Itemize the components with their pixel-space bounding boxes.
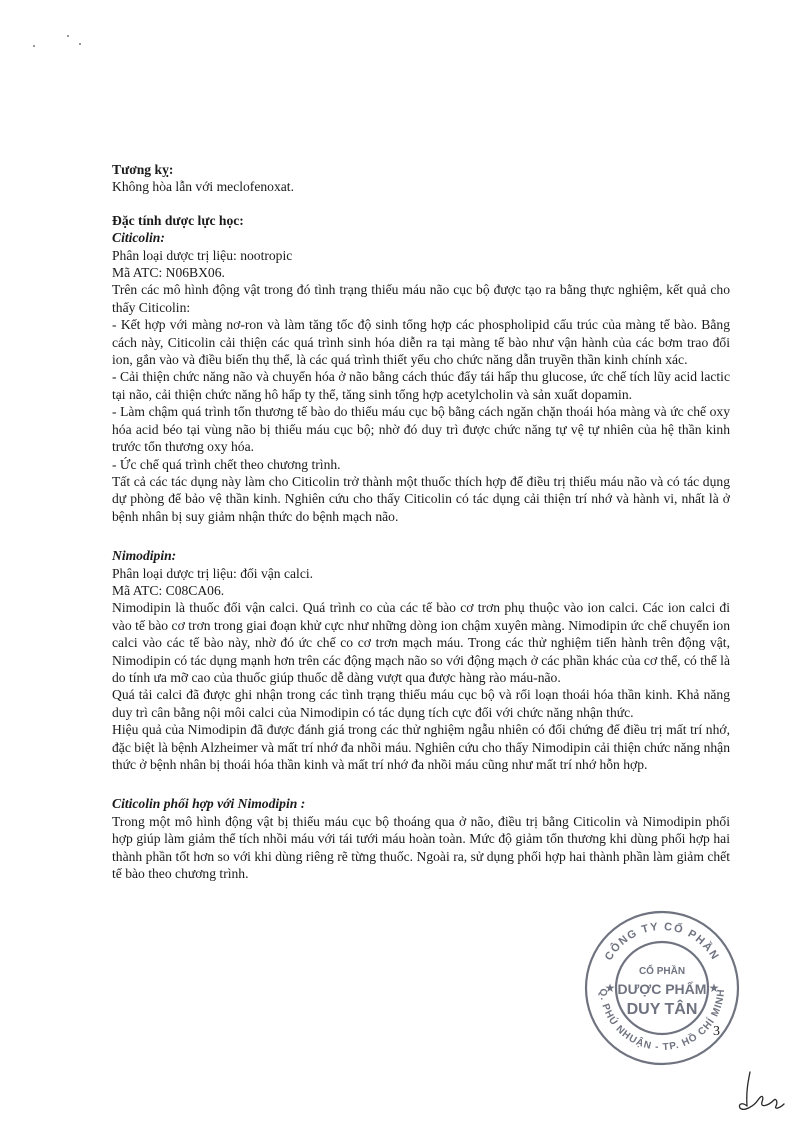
nimodipin-paragraph: Hiệu quả của Nimodipin đã được đánh giá trong các thử nghiệm ngẫu nhiên có đối chứng để điều trị mất trí nhớ, đặc biệt là bệnh Alzheimer và mất trí nhớ đa nhồi máu. Nghiên cứu cho thấy Nimodipin cải thiện chức năng nhận thức ở bệnh nhân bị thoái hóa thần kinh và mất trí nhớ đa nhồi máu cũng như mất trí nhớ hỗn hợp. [112, 722, 730, 772]
stamp-center-line2: DƯỢC PHẨM [617, 981, 707, 997]
nimodipin-paragraph: Quá tải calci đã được ghi nhận trong các tình trạng thiếu máu cục bộ và rối loạn thoái hóa thần kinh. Khả năng duy trì cân bằng nội môi calci của Nimodipin có tác dụng tích cực đối với chức năng nhận thức. [112, 687, 730, 720]
nimodipin-paragraph: Nimodipin là thuốc đối vận calci. Quá trình co của các tế bào cơ trơn phụ thuộc vào ion calci. Các ion calci đi vào tế bào cơ trơn trong giai đoạn khử cực như những dòng ion chậm xuyên màng. Nimodipin ức chế chuyển ion calci vào các tế bào này, nhờ đó ức chế co cơ trơn mạch máu. Trong các thử nghiệm tiến hành trên động vật, Nimodipin có tác dụng mạnh hơn trên các động mạch não so với động mạch ở các phần khác của cơ thể, có thể là do tính ưa mỡ cao của thuốc giúp thuốc dễ dàng vượt qua được hàng rào máu-não. [112, 600, 730, 685]
page-number: 3 [713, 1024, 720, 1039]
nimodipin-paragraph: Phân loại dược trị liệu: đối vận calci. [112, 565, 314, 581]
phoi-hop-paragraph: Trong một mô hình động vật bị thiếu máu cục bộ thoáng qua ở não, điều trị bằng Citicolin và Nimodipin phối hợp giúp làm giảm thể tích nhồi máu với tái tưới máu hoàn toàn. Mức độ giảm tổn thương khi dùng phối hợp hai thành phần tốt hơn so với khi dùng riêng rẽ từng thuốc. Ngoài ra, sử dụng phối hợp hai thành phần làm giảm chết tế bào theo chương trình. [112, 813, 730, 882]
subheading-nimodipin: Nimodipin: [112, 548, 177, 564]
stamp-ring-top-text: CÔNG TY CỔ PHẦN [602, 920, 722, 963]
subheading-citicolin: Citicolin: [112, 230, 165, 246]
section-heading-duoc-luc: Đặc tính dược lực học: [112, 212, 244, 228]
citicolin-paragraph: - Cải thiện chức năng não và chuyển hóa ở não bằng cách thúc đẩy tái hấp thu glucose, ức chế tích lũy acid lactic tại não, cải thiện chức năng hô hấp ty thể, tăng sinh tổng hợp acetylcholin và sản xuất dopamin. [112, 369, 730, 402]
subheading-phoi-hop: Citicolin phối hợp với Nimodipin : [112, 796, 306, 812]
nimodipin-paragraph: Mã ATC: C08CA06. [112, 582, 225, 598]
citicolin-paragraph: - Ức chế quá trình chết theo chương trình. [112, 456, 341, 472]
company-stamp [582, 908, 742, 1068]
citicolin-paragraph: Phân loại dược trị liệu: nootropic [112, 247, 293, 263]
citicolin-paragraph: - Làm chậm quá trình tổn thương tế bào do thiếu máu cục bộ bằng cách ngăn chặn thoái hóa màng và ức chế oxy hóa acid béo tại vùng não bị thiếu máu cục bộ; nhờ đó duy trì được chức năng tự vệ tự nhiên của hệ thần kinh trước tổn thương oxy hóa. [112, 404, 730, 455]
citicolin-paragraph: Mã ATC: N06BX06. [112, 265, 225, 281]
stamp-ring-bottom-text: Q. PHÚ NHUẬN - TP. HỒ CHÍ MINH [596, 988, 728, 1054]
citicolin-paragraph: - Kết hợp với màng nơ-ron và làm tăng tốc độ sinh tổng hợp các phospholipid cấu trúc của màng tế bào. Bằng cách này, Citicolin cải thiện các quá trình sinh hóa diễn ra tại màng tế bào như vận hành của các bơm trao đổi ion, gắn vào và điều biến thụ thể, là các quá trình thiết yếu cho chức năng dẫn truyền thần kinh chính xác. [112, 317, 730, 368]
tuong-ky-text: Không hòa lẫn với meclofenoxat. [112, 179, 294, 195]
stamp-center-line1: CỔ PHẦN [638, 966, 686, 977]
scan-noise-dots [28, 32, 88, 52]
stamp-star-icon: ★ [708, 981, 720, 995]
stamp-star-icon: ★ [604, 981, 616, 995]
section-heading-tuong-ky: Tương kỵ: [112, 162, 174, 177]
handwritten-signature [728, 1066, 788, 1116]
document-body [112, 161, 730, 882]
citicolin-paragraph: Trên các mô hình động vật trong đó tình trạng thiếu máu não cục bộ được tạo ra bằng thực nghiệm, kết quả cho thấy Citicolin: [112, 282, 730, 315]
citicolin-paragraph: Tất cả các tác dụng này làm cho Citicolin trở thành một thuốc thích hợp để điều trị thiếu máu não và có tác dụng dự phòng để bảo vệ thần kinh. Nghiên cứu cho thấy Citicolin có tác dụng cải thiện trí nhớ và hành vi, nhất là ở bệnh nhân bị suy giảm nhận thức do bệnh mạch não. [112, 473, 730, 524]
stamp-center-line3: DUY TÂN [626, 1001, 698, 1018]
